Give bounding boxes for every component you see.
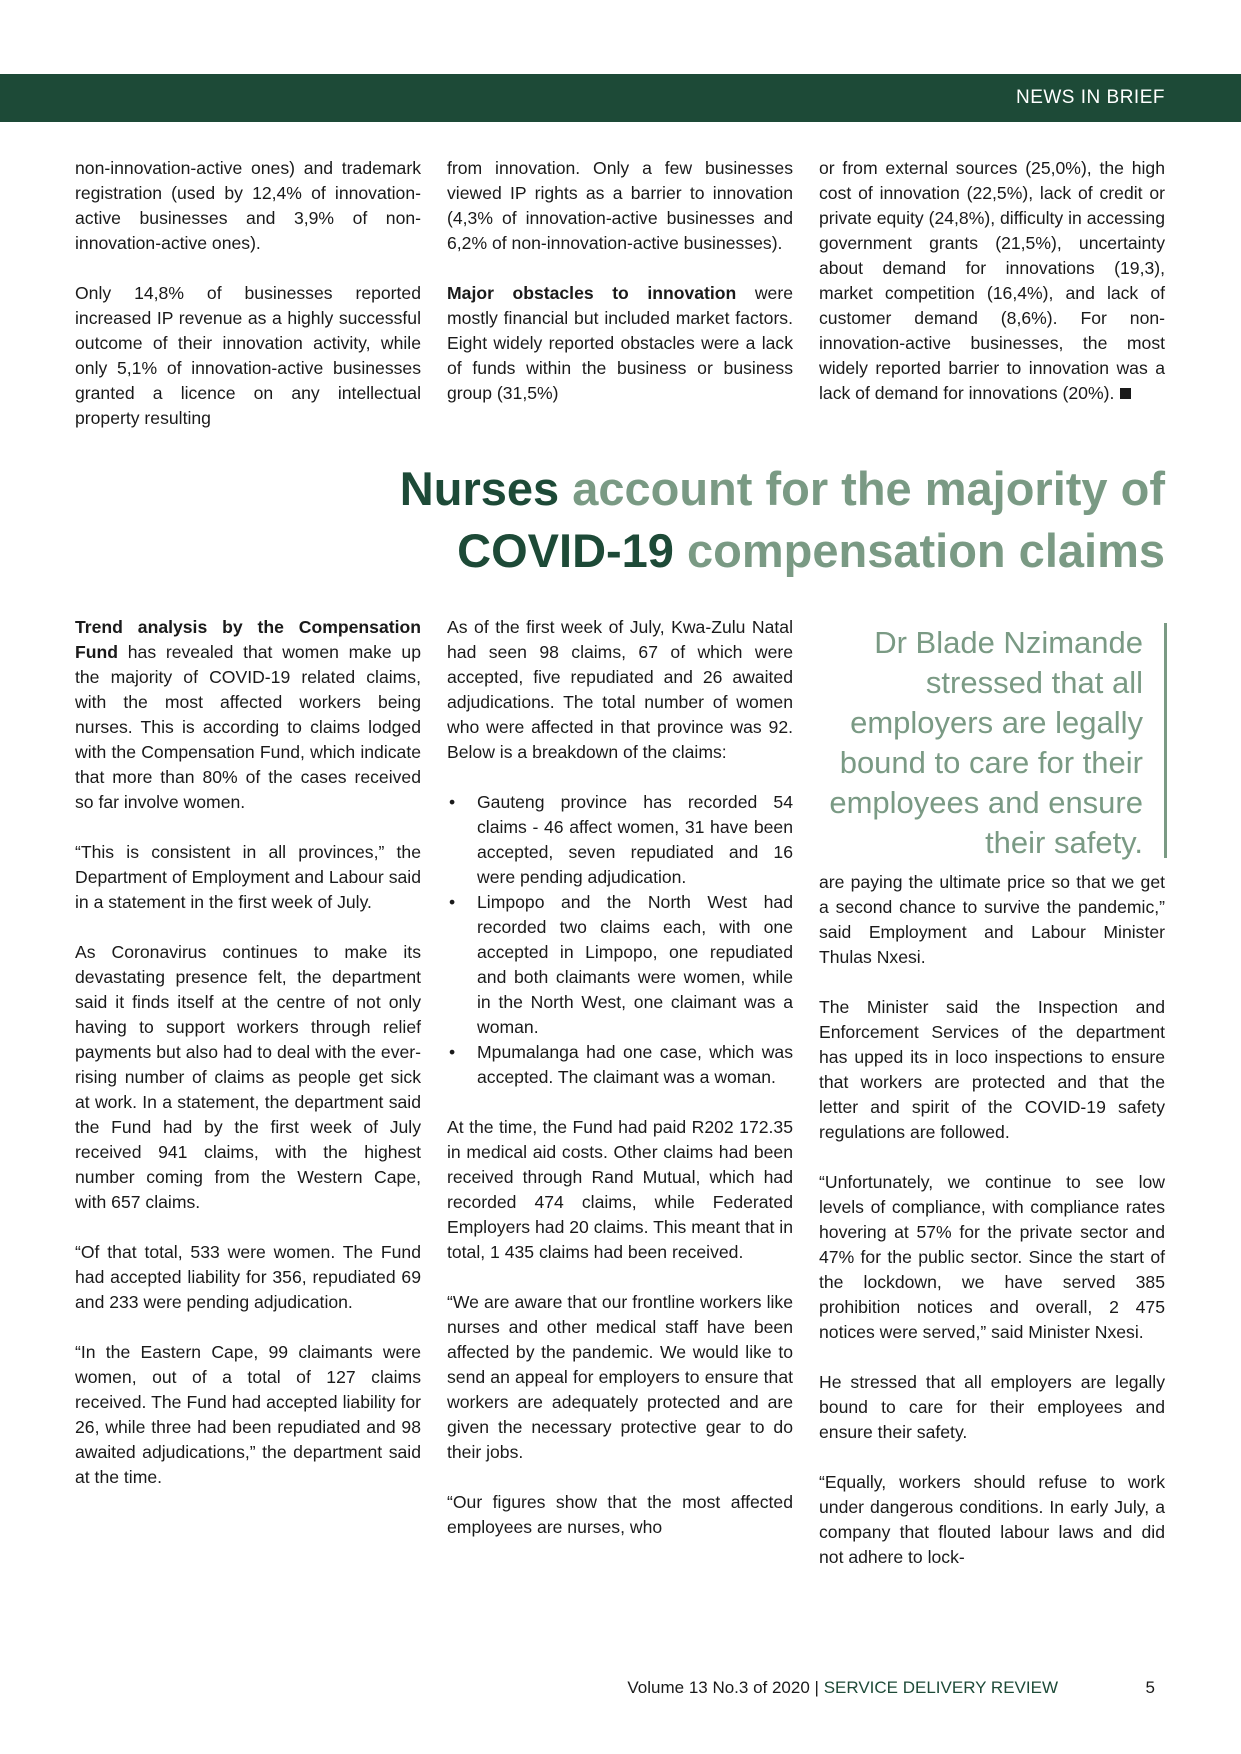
list-item: • Limpopo and the North West had recorded two claims each, with one accepted in Limpopo, one repudiated and both claimants were women, while in the North West, one claimant was a woman. — [447, 890, 793, 1040]
paragraph — [819, 156, 1165, 406]
headline-text: compensation claims — [673, 524, 1165, 577]
separator: | — [809, 1678, 824, 1697]
paragraph: “Our figures show that the most affected employees are nurses, who — [447, 1492, 793, 1537]
paragraph: “In the Eastern Cape, 99 claimants were women, out of a total of 127 claims received. The Fund had accepted liability for 26, while three had been repudiated and 98 awaited adjudications,” the department said at the time. — [75, 1342, 421, 1487]
paragraph: “This is consistent in all provinces,” the Department of Employment and Labour said in a statement in the first week of July. — [75, 842, 421, 912]
article-column-3 — [819, 870, 1165, 1570]
top-column-1 — [75, 156, 421, 431]
list-item: • Mpumalanga had one case, which was accepted. The claimant was a woman. — [447, 1040, 793, 1090]
paragraph: He stressed that all employers are legally bound to care for their employees and ensure their safety. — [819, 1372, 1165, 1442]
article-column-2 — [447, 615, 793, 1540]
top-column-2 — [447, 156, 793, 406]
claims-breakdown-list — [447, 790, 793, 1090]
paragraph: “Of that total, 533 were women. The Fund had accepted liability for 356, repudiated 69 and 233 were pending adjudication. — [75, 1242, 421, 1312]
paragraph: The Minister said the Inspection and Enforcement Services of the department has upped its in loco inspections to ensure that workers are protected and that the letter and spirit of the COVID-19 safety regulations are followed. — [819, 997, 1165, 1142]
paragraph: “Unfortunately, we continue to see low levels of compliance, with compliance rates hovering at 57% for the private sector and 47% for the public sector. Since the start of the lockdown, we have served 385 prohibition notices and overall, 2 475 notices were served,” said Minister Nxesi. — [819, 1172, 1165, 1342]
section-label: NEWS IN BRIEF — [1015, 87, 1165, 108]
volume-text: Volume 13 No.3 of 2020 — [627, 1678, 810, 1697]
paragraph: non-innovation-active ones) and trademark registration (used by 12,4% of innovation-active businesses and 3,9% of non-innovation-active ones). — [75, 158, 421, 253]
headline-emphasis: Nurses — [399, 462, 560, 515]
bold-lead: Major obstacles to innovation — [447, 283, 737, 303]
volume-info — [627, 1678, 1058, 1698]
paragraph: “Equally, workers should refuse to work under dangerous conditions. In early July, a company that flouted labour laws and did not adhere to lock- — [819, 1472, 1165, 1567]
top-column-3 — [819, 156, 1165, 406]
paragraph — [447, 281, 793, 406]
paragraph: As Coronavirus continues to make its devastating presence felt, the department said it finds itself at the centre of not only having to support workers through relief payments but also had to deal with the ever-rising number of claims as people get sick at work. In a statement, the department said the Fund had by the first week of July received 941 claims, with the highest number coming from the Western Cape, with 657 claims. — [75, 942, 421, 1212]
headline-text: account for the majority of — [559, 462, 1165, 515]
list-item: • Gauteng province has recorded 54 claims - 46 affect women, 31 have been accepted, seven repudiated and 16 were pending adjudication. — [447, 790, 793, 890]
page-number: 5 — [1145, 1678, 1155, 1697]
paragraph: At the time, the Fund had paid R202 172.35 in medical aid costs. Other claims had been received through Rand Mutual, which had recorded 474 claims, while Federated Employers had 20 claims. This meant that in total, 1 435 claims had been received. — [447, 1117, 793, 1262]
paragraph: are paying the ultimate price so that we get a second chance to survive the pandemic,” said Employment and Labour Minister Thulas Nxesi. — [819, 872, 1165, 967]
paragraph-text: or from external sources (25,0%), the high cost of innovation (22,5%), lack of credit or private equity (24,8%), difficulty in accessing government grants (21,5%), uncertainty about demand for innovations (19,3), market competition (16,4%), and lack of customer demand (8,6%). For non-innovation-active businesses, the most widely reported barrier to innovation was a lack of demand for innovations (20%). — [819, 158, 1165, 403]
headline-emphasis: COVID-19 — [457, 524, 674, 577]
paragraph — [75, 615, 421, 815]
publication-name: SERVICE DELIVERY REVIEW — [823, 1678, 1058, 1697]
pull-quote-rule — [1164, 623, 1167, 858]
paragraph: As of the first week of July, Kwa-Zulu Natal had seen 98 claims, 67 of which were accepted, five repudiated and 26 awaited adjudications. The total number of women who were affected in that province was 92. Below is a breakdown of the claims: — [447, 617, 793, 762]
article-headline — [165, 458, 1165, 582]
article-column-1 — [75, 615, 421, 1490]
paragraph: from innovation. Only a few businesses viewed IP rights as a barrier to innovation (4,3% of innovation-active businesses and 6,2% of non-innovation-active businesses). — [447, 158, 793, 253]
end-of-story-square-icon — [1120, 388, 1131, 399]
bold-lead: Trend analysis by the Compensation Fund — [75, 617, 421, 662]
paragraph-text: were mostly financial but included market factors. Eight widely reported obstacles were a lack of funds within the business or business group (31,5%) — [447, 283, 793, 403]
paragraph: Only 14,8% of businesses reported increased IP revenue as a highly successful outcome of their innovation activity, while only 5,1% of innovation-active businesses granted a licence on any intellectual property resulting — [75, 283, 421, 428]
paragraph-text: has revealed that women make up the majority of COVID-19 related claims, with the most affected workers being nurses. This is according to claims lodged with the Compensation Fund, which indicate that more than 80% of the cases received so far involve women. — [75, 642, 421, 812]
paragraph: “We are aware that our frontline workers like nurses and other medical staff have been affected by the pandemic. We would like to send an appeal for employers to ensure that workers are adequately protected and are given the necessary protective gear to do their jobs. — [447, 1292, 793, 1462]
page-footer — [0, 1678, 1241, 1708]
pull-quote: Dr Blade Nzimande stressed that all employers are legally bound to care for their employees and ensure their safety. — [829, 625, 1143, 860]
